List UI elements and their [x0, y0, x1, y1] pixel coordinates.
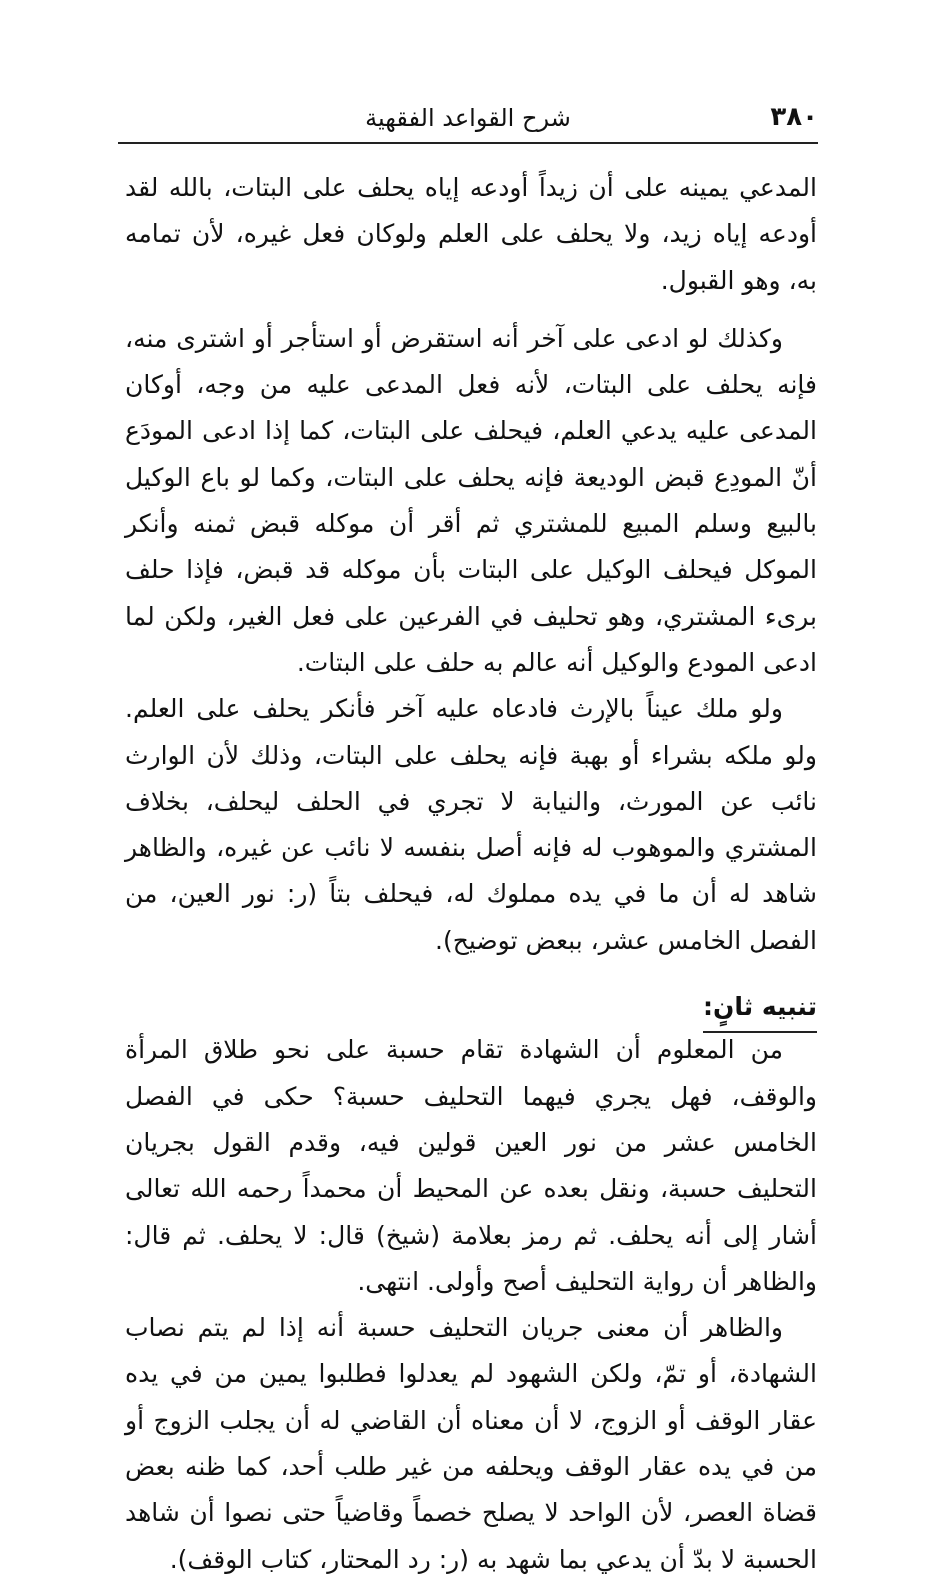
page-header	[118, 98, 818, 144]
paragraph-3: ولو ملك عيناً بالإرث فادعاه عليه آخر فأنكر يحلف على العلم. ولو ملكه بشراء أو بهبة فإنه يحلف على البتات، وذلك لأن الوارث نائب عن المورث، والنيابة لا تجري في الحلف ليحلف، بخلاف المشتري والموهوب له فإنه أصل بنفسه لا نائب عن غيره، والظاهر شاهد له أن ما في يده مملوك له، فيحلف بتاً (ر: نور العين، من الفصل الخامس عشر، ببعض توضيح).	[125, 694, 817, 955]
running-title: شرح القواعد الفقهية	[365, 104, 571, 132]
paragraph-2: وكذلك لو ادعى على آخر أنه استقرض أو استأجر أو اشترى منه، فإنه يحلف على البتات، لأنه فعل المدعى عليه من وجه، أوكان المدعى عليه يدعي العلم، فيحلف على البتات، كما إذا ادعى المودَع أنّ المودِع قبض الوديعة فإنه يحلف على البتات، وكما لو باع الوكيل بالبيع وسلم المبيع للمشتري ثم أقر أن موكله قبض ثمنه وأنكر الموكل فيحلف الوكيل على البتات بأن موكله قد قبض، فإذا حلف برىء المشتري، وهو تحليف في الفرعين على فعل الغير، ولكن لما ادعى المودع والوكيل أنه عالم به حلف على البتات.	[125, 323, 817, 677]
section-paragraph-2: والظاهر أن معنى جريان التحليف حسبة أنه إذا لم يتم نصاب الشهادة، أو تمّ، ولكن الشهود لم يعدلوا فطلبوا يمين من في يده عقار الوقف أو الزوج، لا أن معناه أن القاضي له أن يجلب الزوج أو من في يده عقار الوقف ويحلفه من غير طلب أحد، كما ظنه بعض قضاة العصر، لأن الواحد لا يصلح خصماً وقاضياً حتى نصوا أن شاهد الحسبة لا بدّ أن يدعي بما شهد به (ر: رد المحتار، كتاب الوقف).	[125, 1313, 817, 1574]
section-heading	[125, 984, 817, 1033]
paragraph-1: المدعي يمينه على أن زيداً أودعه إياه يحلف على البتات، بالله لقد أودعه إياه زيد، ولا يحلف على العلم ولوكان فعل غيره، لأن تمامه به، وهو القبول.	[125, 173, 817, 295]
section-paragraph-1: من المعلوم أن الشهادة تقام حسبة على نحو طلاق المرأة والوقف، فهل يجري فيهما التحليف حسبة؟ حكى في الفصل الخامس عشر من نور العين قولين فيه، وقدم القول بجريان التحليف حسبة، ونقل بعده عن المحيط أن محمداً رحمه الله تعالى أشار إلى أنه يحلف. ثم رمز بعلامة (شيخ) قال: لا يحلف. ثم قال: والظاهر أن رواية التحليف أصح وأولى. انتهى.	[125, 1035, 817, 1296]
page-body	[125, 165, 817, 1583]
page-number: ٣٨٠	[770, 102, 818, 132]
section-heading-text: تنبيه ثانٍ:	[703, 984, 817, 1033]
